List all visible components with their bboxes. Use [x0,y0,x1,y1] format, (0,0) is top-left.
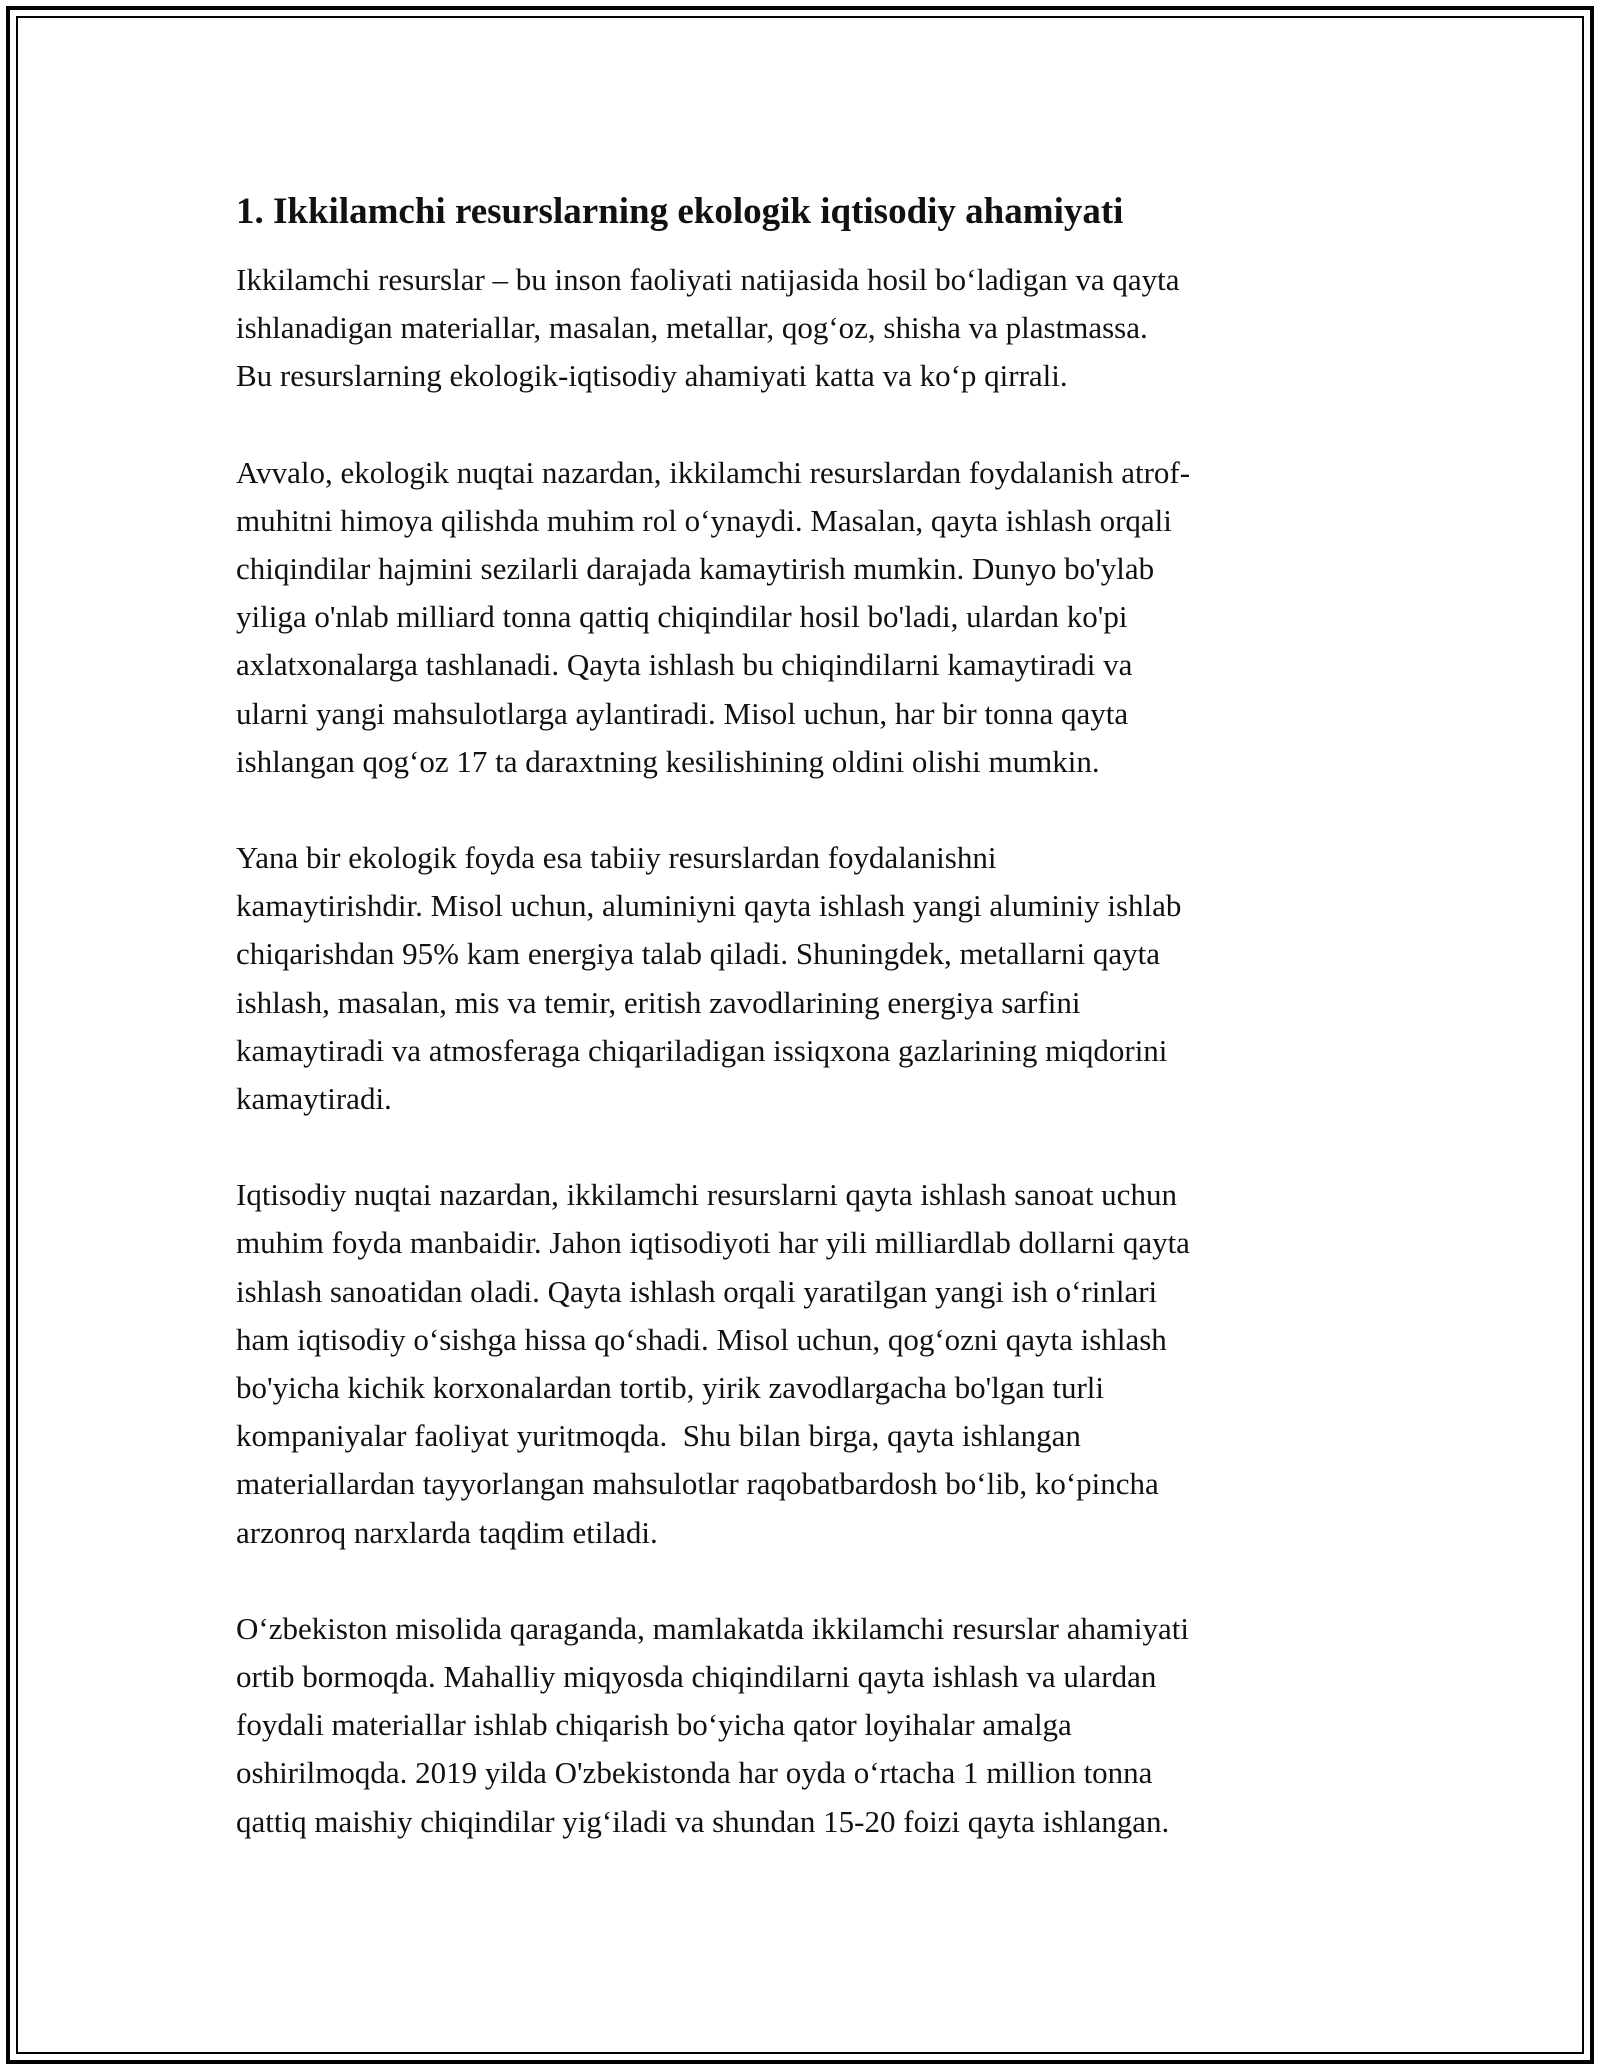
text-line: kamaytiradi. [236,1081,392,1117]
text-line: ortib bormoqda. Mahalliy miqyosda chiqindilarni qayta ishlash va ulardan [236,1659,1157,1695]
text-line: yiliga o'nlab milliard tonna qattiq chiqindilar hosil bo'ladi, ulardan ko'pi [236,599,1128,635]
paragraph-definition [236,256,1386,401]
text-line: muhim foyda manbaidir. Jahon iqtisodiyoti har yili milliardlab dollarni qayta [236,1225,1190,1261]
text-line: ularni yangi mahsulotlarga aylantiradi. Misol uchun, har bir tonna qayta [236,695,1129,731]
text-line: Bu resurslarning ekologik-iqtisodiy ahamiyati katta va koʻp qirrali. [236,358,1068,394]
text-line: kamaytirishdir. Misol uchun, aluminiyni qayta ishlash yangi aluminiy ishlab [236,888,1182,924]
text-line: kompaniyalar faoliyat yuritmoqda. Shu bilan birga, qayta ishlangan [236,1418,1081,1454]
section-heading: 1. Ikkilamchi resurslarning ekologik iqtisodiy ahamiyati [236,191,1124,232]
text-line: muhitni himoya qilishda muhim rol oʻynaydi. Masalan, qayta ishlash orqali [236,502,1172,538]
text-line: arzonroq narxlarda taqdim etiladi. [236,1514,658,1550]
text-line: chiqindilar hajmini sezilarli darajada kamaytirish mumkin. Dunyo bo'ylab [236,551,1155,587]
text-line: ishlangan qogʻoz 17 ta daraxtning kesilishining oldini olishi mumkin. [236,743,1100,779]
text-line: kamaytiradi va atmosferaga chiqariladigan issiqxona gazlarining miqdorini [236,1032,1168,1068]
text-line: Yana bir ekologik foyda esa tabiiy resurslardan foydalanishni [236,840,997,876]
text-line: foydali materiallar ishlab chiqarish boʻyicha qator loyihalar amalga [236,1707,1072,1743]
paragraph-resource-saving [236,834,1386,1123]
paragraph-ecological-view [236,449,1386,786]
text-line: Avvalo, ekologik nuqtai nazardan, ikkilamchi resurslardan foydalanish atrof- [236,454,1191,490]
text-line: chiqarishdan 95% kam energiya talab qiladi. Shuningdek, metallarni qayta [236,936,1160,972]
text-line: Iqtisodiy nuqtai nazardan, ikkilamchi resurslarni qayta ishlash sanoat uchun [236,1177,1177,1213]
text-line: bo'yicha kichik korxonalardan tortib, yirik zavodlargacha bo'lgan turli [236,1370,1104,1406]
text-line: materiallardan tayyorlangan mahsulotlar raqobatbardosh boʻlib, koʻpincha [236,1466,1159,1502]
text-line: ishlash, masalan, mis va temir, eritish zavodlarining energiya sarfini [236,984,1081,1020]
text-line: qattiq maishiy chiqindilar yigʻiladi va shundan 15-20 foizi qayta ishlangan. [236,1803,1170,1839]
paragraph-uzbekistan-example [236,1605,1386,1846]
text-line: ishlanadigan materiallar, masalan, metallar, qogʻoz, shisha va plastmassa. [236,310,1148,346]
text-line: oshirilmoqda. 2019 yilda O'zbekistonda har oyda oʻrtacha 1 million tonna [236,1755,1153,1791]
text-line: ishlash sanoatidan oladi. Qayta ishlash orqali yaratilgan yangi ish oʻrinlari [236,1273,1158,1309]
paragraph-economic-view [236,1171,1386,1557]
text-line: Oʻzbekiston misolida qaraganda, mamlakatda ikkilamchi resurslar ahamiyati [236,1610,1189,1646]
text-line: Ikkilamchi resurslar – bu inson faoliyati natijasida hosil boʻladigan va qayta [236,262,1180,297]
text-line: axlatxonalarga tashlanadi. Qayta ishlash bu chiqindilarni kamaytiradi va [236,647,1133,683]
text-line: ham iqtisodiy oʻsishga hissa qoʻshadi. Misol uchun, qogʻozni qayta ishlash [236,1321,1167,1357]
document-content [236,186,1386,1894]
